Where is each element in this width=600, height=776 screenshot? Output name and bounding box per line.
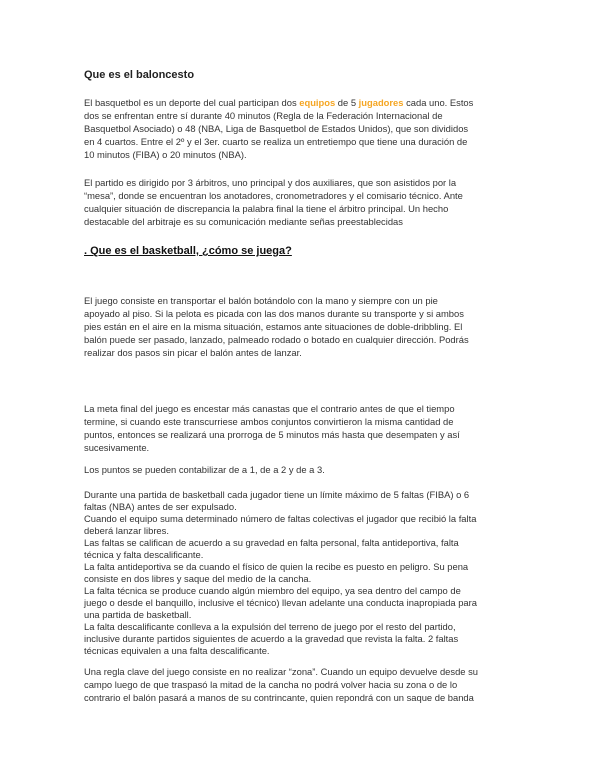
paragraph-5: Los puntos se pueden contabilizar de a 1, de a 2 y de a 3.: [84, 464, 325, 475]
text-line: juego o desde el banquillo, inclusive el técnico) llevan adelante una conducta inapropiada para: [84, 597, 477, 608]
text-line: cualquier situación de discrepancia la palabra final la tiene el árbitro principal. Un hecho: [84, 203, 449, 214]
text-line: Basquetbol Asociado) o 48 (NBA, Liga de Basquetbol de Estados Unidos), que son divididos: [84, 123, 469, 134]
text-segment: de 5: [335, 97, 359, 108]
text-line: puntos, entonces se realizará una prorroga de 5 minutos más hasta que desempaten y así: [84, 429, 460, 440]
text-line: Las faltas se califican de acuerdo a su gravedad en falta personal, falta antideportiva, falta: [84, 537, 459, 548]
page-title: Que es el baloncesto: [84, 69, 195, 81]
text-line: El juego consiste en transportar el balón botándolo con la mano y siempre con un pie: [84, 295, 438, 306]
link-jugadores[interactable]: jugadores: [358, 97, 404, 108]
text-segment: cada uno. Estos: [403, 97, 474, 108]
text-line: La falta antideportiva se da cuando el físico de quien la recibe es puesto en peligro. Su pena: [84, 561, 469, 572]
text-line: La falta técnica se produce cuando algún miembro del equipo, ya sea dentro del campo de: [84, 585, 461, 596]
text-line: apoyado al piso. Si la pelota es picada con las dos manos durante su transporte y si ambos: [84, 308, 464, 319]
text-line: sucesivamente.: [84, 442, 150, 453]
text-line: pies están en el aire en la misma situación, estamos ante situaciones de doble-dribbling. El: [84, 321, 463, 332]
text-line: La falta descalificante conlleva a la expulsión del terreno de juego por el resto del partido,: [84, 621, 456, 632]
section-heading: . Que es el basketball, ¿cómo se juega?: [84, 245, 292, 257]
text-line: faltas (NBA) antes de ser expulsado.: [84, 501, 237, 512]
text-line: La meta final del juego es encestar más canastas que el contrario antes de que el tiempo: [84, 403, 455, 414]
text-line: técnica y falta descalificante.: [84, 549, 204, 560]
text-line: dos se enfrentan entre sí durante 40 minutos (Regla de la Federación Internacional de: [84, 110, 443, 121]
text-line: en 4 cuartos. Entre el 2º y el 3er. cuarto se realiza un entretiempo que tiene una duración de: [84, 136, 468, 147]
text-line: Una regla clave del juego consiste en no realizar “zona”. Cuando un equipo devuelve desde su: [84, 666, 479, 677]
text-line: contrario el balón pasará a manos de su contrincante, quien repondrá con un saque de banda: [84, 692, 474, 703]
text-line: balón puede ser pasado, lanzado, palmeado rodado o botado en cualquier dirección. Podrás: [84, 334, 469, 345]
text-line: [84, 97, 473, 109]
text-line: Durante una partida de basketball cada jugador tiene un límite máximo de 5 faltas (FIBA) o 6: [84, 489, 470, 500]
text-line: 10 minutos (FIBA) o 20 minutos (NBA).: [84, 149, 247, 160]
text-line: campo luego de que traspasó la mitad de la cancha no podrá volver hacia su zona o de lo: [84, 679, 458, 690]
text-line: termine, si cuando este transcurriese ambos conjuntos convirtieron la misma cantidad de: [84, 416, 454, 427]
text-line: El partido es dirigido por 3 árbitros, uno principal y dos auxiliares, que son asistidos por la: [84, 177, 457, 188]
text-line: deberá lanzar libres.: [84, 525, 169, 536]
text-line: realizar dos pasos sin picar el balón antes de lanzar.: [84, 347, 302, 358]
text-line: técnicas equivalen a una falta descalificante.: [84, 645, 270, 656]
text-line: una partida de basketball.: [84, 609, 192, 620]
text-line: Cuando el equipo suma determinado número de faltas colectivas el jugador que recibió la falta: [84, 513, 477, 524]
link-equipos[interactable]: equipos: [299, 97, 336, 108]
text-line: inclusive durante partidos siguientes de acuerdo a la gravedad que revista la falta. 2 faltas: [84, 633, 459, 644]
text-line: consiste en dos libres y saque del medio de la cancha.: [84, 573, 312, 584]
text-segment: El basquetbol es un deporte del cual participan dos: [84, 97, 300, 108]
text-line: “mesa”, donde se encuentran los anotadores, cronometradores y el comisario técnico. Ante: [84, 190, 463, 201]
text-line: destacable del arbitraje es su comunicación mediante señas preestablecidas: [84, 216, 403, 227]
